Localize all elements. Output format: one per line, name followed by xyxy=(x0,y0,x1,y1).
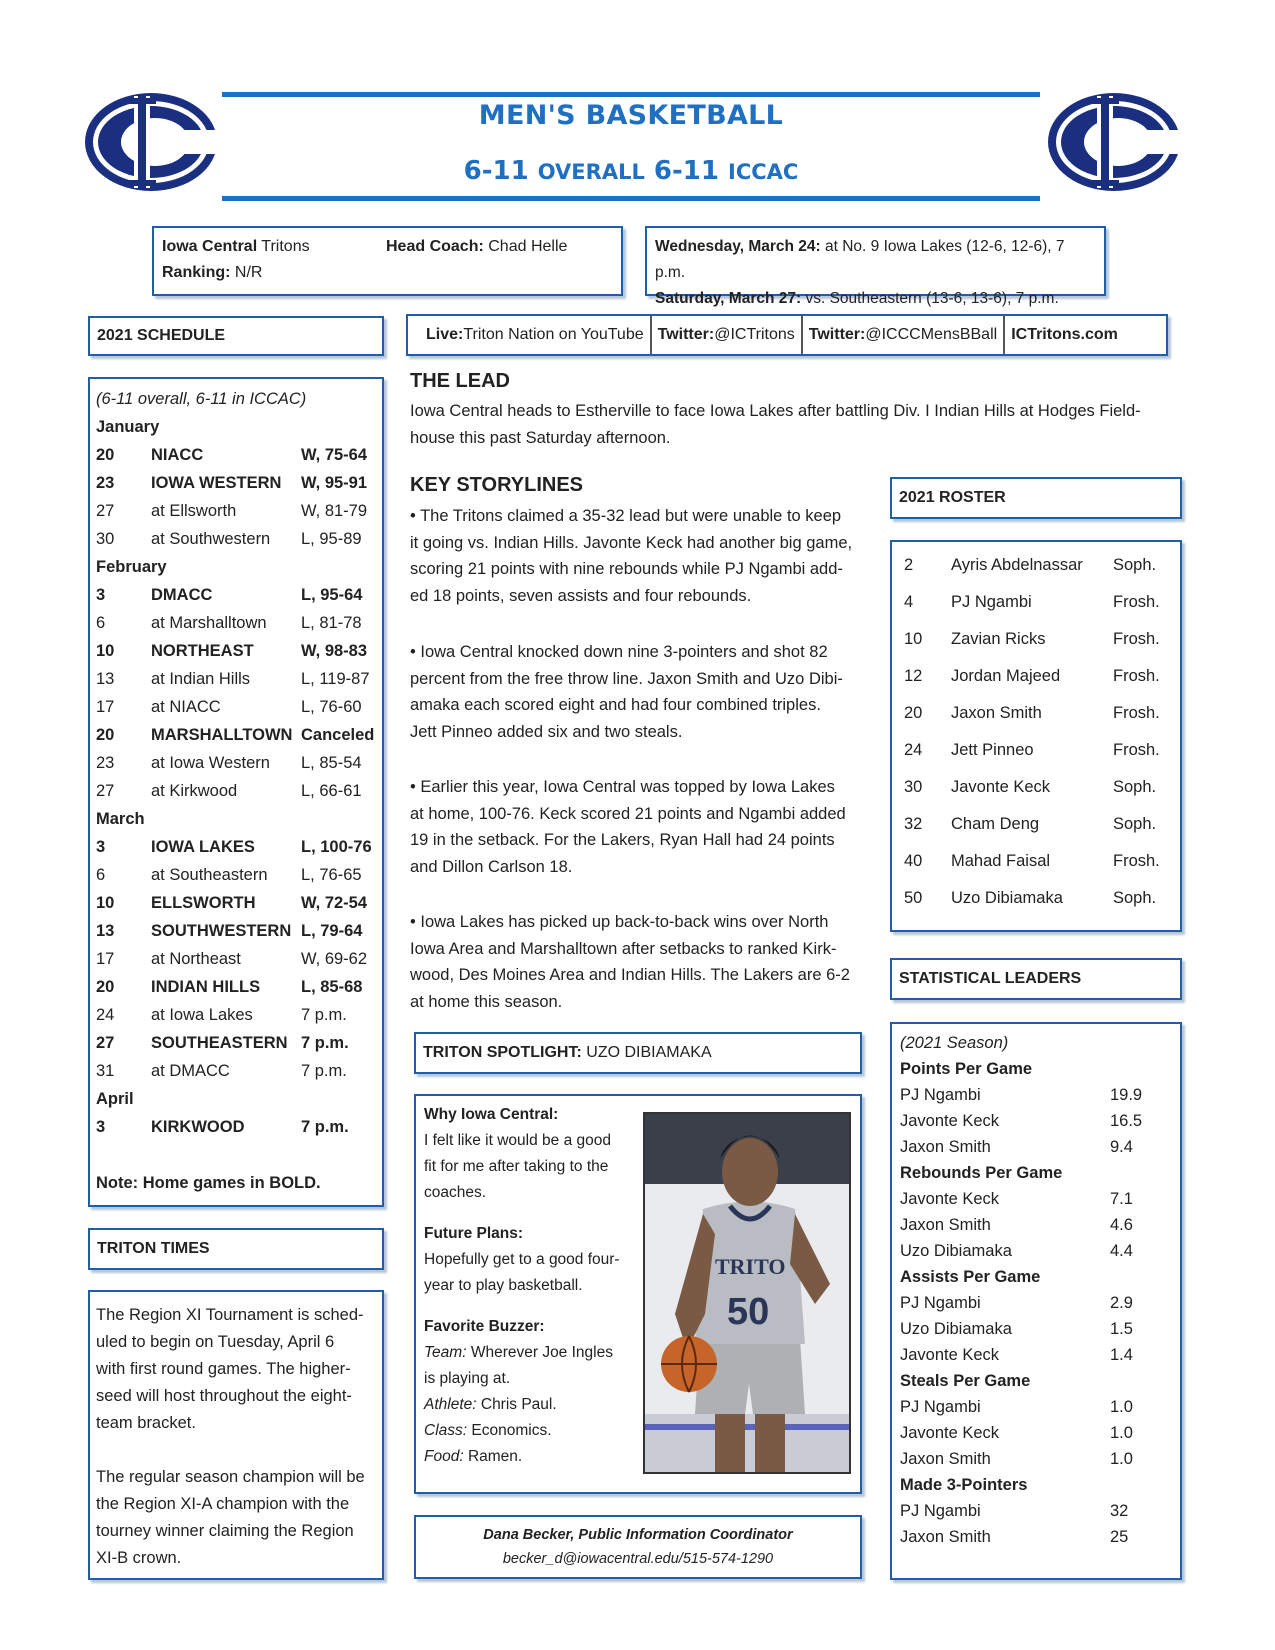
triton-times-line: seed will host throughout the eight- xyxy=(96,1387,352,1405)
stat-row xyxy=(900,1498,1172,1524)
roster-row xyxy=(896,657,1176,694)
game-date: 31 xyxy=(96,1062,115,1080)
player-number: 4 xyxy=(904,592,914,611)
team-info-box: Iowa Central Tritons Head Coach: Chad Helle Ranking: N/R xyxy=(152,226,623,296)
game-opponent: DMACC xyxy=(151,586,213,604)
fav-team: Team: Wherever Joe Ingles xyxy=(424,1344,613,1361)
schedule-row xyxy=(96,637,376,665)
spotlight-why-line: fit for me after taking to the xyxy=(424,1158,609,1175)
game-result: W, 81-79 xyxy=(301,502,368,520)
game-opponent: at Indian Hills xyxy=(151,670,251,688)
spotlight-favorites-heading: Favorite Buzzer: xyxy=(424,1318,545,1335)
storyline-line: • Earlier this year, Iowa Central was topped by Iowa Lakes xyxy=(410,778,835,796)
stats-season: (2021 Season) xyxy=(900,1034,1009,1052)
schedule-row xyxy=(96,861,376,889)
storyline-line: amaka each scored eight and had four combined triples. xyxy=(410,696,821,714)
game-result: Canceled xyxy=(301,726,375,744)
storyline-line: Iowa Area and Marshalltown after setbacks to ranked Kirk- xyxy=(410,939,837,958)
triton-times-header: TRITON TIMES xyxy=(88,1228,384,1270)
game-opponent: KIRKWOOD xyxy=(151,1118,245,1136)
player-name: Javonte Keck xyxy=(951,777,1051,796)
spotlight-why-heading: Why Iowa Central: xyxy=(424,1106,559,1123)
schedule-row xyxy=(96,441,376,469)
header-bottom-rule xyxy=(222,196,1040,201)
stat-player: Javonte Keck xyxy=(900,1112,1000,1130)
game-date: 6 xyxy=(96,866,106,884)
player-photo xyxy=(643,1112,851,1474)
contact-box xyxy=(414,1515,862,1579)
triton-times-line: uled to begin on Tuesday, April 6 xyxy=(96,1333,335,1351)
season-record: 6-11 OVERALL 6-11 ICCAC xyxy=(463,156,799,186)
triton-times-line: the Region XI-A champion with the xyxy=(96,1495,350,1513)
stats-box xyxy=(890,1022,1182,1580)
stat-value: 32 xyxy=(1110,1502,1129,1520)
schedule-row xyxy=(96,665,376,693)
player-name: Jaxon Smith xyxy=(951,703,1042,722)
schedule-row xyxy=(96,917,376,945)
game-date: 20 xyxy=(96,978,115,996)
stat-category-heading: Points Per Game xyxy=(900,1060,1033,1078)
roster-header: 2021 ROSTER xyxy=(890,477,1182,519)
player-class: Frosh. xyxy=(1113,592,1160,611)
game-date: 17 xyxy=(96,698,115,716)
stat-value: 1.4 xyxy=(1110,1346,1133,1364)
roster-row xyxy=(896,842,1176,879)
game-date: 6 xyxy=(96,614,106,632)
game-opponent: at Kirkwood xyxy=(151,782,238,800)
upcoming-games-box xyxy=(645,226,1106,307)
stat-player: PJ Ngambi xyxy=(900,1294,981,1312)
spotlight-plans-line: Hopefully get to a good four- xyxy=(424,1251,620,1268)
game-date: 20 xyxy=(96,446,115,464)
triton-times-line: The regular season champion will be xyxy=(96,1468,365,1486)
stat-value: 1.0 xyxy=(1110,1424,1133,1442)
game-result: L, 100-76 xyxy=(301,838,372,856)
month-label: January xyxy=(96,418,160,436)
schedule-header: 2021 SCHEDULE xyxy=(88,316,384,356)
stat-category-heading: Assists Per Game xyxy=(900,1268,1041,1286)
spotlight-why-line: I felt like it would be a good xyxy=(424,1132,611,1149)
game-opponent: MARSHALLTOWN xyxy=(151,726,293,744)
player-class: Frosh. xyxy=(1113,629,1160,648)
upcoming-game: Saturday, March 27: vs. Southeastern (13-6, 13-6), 7 p.m. xyxy=(655,290,1059,307)
player-number: 24 xyxy=(904,740,923,759)
game-opponent: at Iowa Lakes xyxy=(151,1006,253,1024)
player-name: Uzo Dibiamaka xyxy=(951,888,1063,907)
schedule-row xyxy=(96,693,376,721)
game-date: 17 xyxy=(96,950,115,968)
game-date: 24 xyxy=(96,1006,115,1024)
month-label: March xyxy=(96,810,145,828)
contact-name: Dana Becker, Public Information Coordinator xyxy=(483,1527,793,1543)
stat-value: 7.1 xyxy=(1110,1190,1133,1208)
game-date: 27 xyxy=(96,782,115,800)
stat-row xyxy=(900,1420,1172,1446)
storyline-line: • The Tritons claimed a 35-32 lead but were unable to keep xyxy=(410,507,842,525)
game-opponent: ELLSWORTH xyxy=(151,894,256,912)
stat-row xyxy=(900,1316,1172,1342)
month-label: February xyxy=(96,558,167,576)
website-link[interactable]: ICTritons.com xyxy=(1011,326,1118,343)
player-number: 12 xyxy=(904,666,923,685)
player-number: 2 xyxy=(904,555,914,574)
schedule-note: Note: Home games in BOLD. xyxy=(96,1174,321,1192)
triton-times-line: with first round games. The higher- xyxy=(96,1360,351,1378)
schedule-row xyxy=(96,777,376,805)
player-class: Frosh. xyxy=(1113,851,1160,870)
triton-times-line: team bracket. xyxy=(96,1414,196,1432)
stat-row xyxy=(900,1108,1172,1134)
upcoming-game: Wednesday, March 24: at No. 9 Iowa Lakes (12-6, 12-6), 7 p.m. xyxy=(655,238,1065,281)
lead-text: Iowa Central heads to Estherville to face Iowa Lakes after battling Div. I Indian Hills at Hodges Field- house this past Saturday afternoon. xyxy=(410,402,1141,447)
storyline-line: • Iowa Central knocked down nine 3-pointers and shot 82 xyxy=(410,643,828,661)
storyline-paragraph xyxy=(410,909,870,1015)
stat-value: 4.6 xyxy=(1110,1216,1133,1234)
stat-row xyxy=(900,1524,1172,1550)
stat-player: Uzo Dibiamaka xyxy=(900,1242,1012,1260)
spotlight-plans-line: year to play basketball. xyxy=(424,1277,583,1294)
stat-player: Javonte Keck xyxy=(900,1190,1000,1208)
storyline-line: at home, 100-76. Keck scored 21 points and Ngambi added xyxy=(410,804,846,823)
contact-info[interactable]: becker_d@iowacentral.edu/515-574-1290 xyxy=(502,1551,774,1567)
game-result: L, 66-61 xyxy=(301,782,362,800)
player-name: Ayris Abdelnassar xyxy=(951,555,1083,574)
schedule-record-note: (6-11 overall, 6-11 in ICCAC) xyxy=(96,390,307,408)
game-date: 3 xyxy=(96,1118,106,1136)
live-link[interactable]: Live: Triton Nation on YouTube xyxy=(420,316,652,354)
storyline-line: at home this season. xyxy=(410,992,563,1011)
fav-athlete: Athlete: Chris Paul. xyxy=(424,1396,557,1413)
header-top-rule xyxy=(222,92,1040,97)
twitter-link-tritons[interactable]: Twitter: @ICTritons xyxy=(652,316,803,354)
schedule-row xyxy=(96,945,376,973)
stat-player: PJ Ngambi xyxy=(900,1398,981,1416)
game-date: 23 xyxy=(96,754,115,772)
game-result: W, 98-83 xyxy=(301,642,368,660)
storyline-paragraph xyxy=(410,503,870,609)
game-result: L, 76-60 xyxy=(301,698,362,716)
stat-value: 1.0 xyxy=(1110,1398,1133,1416)
twitter-link-mens-bball[interactable]: Twitter: @ICCCMensBBall xyxy=(803,316,1005,354)
storyline-line: percent from the free throw line. Jaxon Smith and Uzo Dibi- xyxy=(410,669,843,688)
stat-value: 1.5 xyxy=(1110,1320,1133,1338)
game-date: 13 xyxy=(96,670,115,688)
schedule-row xyxy=(96,525,376,553)
stat-value: 19.9 xyxy=(1110,1086,1143,1104)
stat-player: Javonte Keck xyxy=(900,1346,1000,1364)
roster-row xyxy=(896,546,1176,583)
fav-class: Class: Economics. xyxy=(424,1422,552,1439)
game-result: L, 79-64 xyxy=(301,922,363,940)
schedule-row xyxy=(96,749,376,777)
player-class: Frosh. xyxy=(1113,666,1160,685)
jersey-number: 50 xyxy=(727,1291,770,1333)
game-result: W, 69-62 xyxy=(301,950,368,968)
schedule-row xyxy=(96,721,376,749)
game-opponent: at Southeastern xyxy=(151,866,268,884)
schedule-row xyxy=(96,1029,376,1057)
game-opponent: at Iowa Western xyxy=(151,754,270,772)
triton-times-box xyxy=(88,1290,384,1580)
fav-team-cont: is playing at. xyxy=(424,1370,511,1387)
storyline-line: 19 in the setback. For the Lakers, Ryan Hall had 24 points xyxy=(410,831,835,849)
stat-row xyxy=(900,1186,1172,1212)
stat-row xyxy=(900,1446,1172,1472)
month-label: April xyxy=(96,1090,134,1108)
roster-row xyxy=(896,731,1176,768)
roster-row xyxy=(896,694,1176,731)
game-date: 10 xyxy=(96,642,115,660)
schedule-row xyxy=(96,497,376,525)
game-opponent: SOUTHEASTERN xyxy=(151,1034,288,1052)
game-opponent: NIACC xyxy=(151,446,204,464)
player-class: Soph. xyxy=(1113,777,1157,796)
jersey-lettering: TRITO xyxy=(715,1254,786,1279)
game-opponent: at NIACC xyxy=(151,698,221,716)
stat-player: Jaxon Smith xyxy=(900,1138,991,1156)
game-date: 13 xyxy=(96,922,115,940)
stat-row xyxy=(900,1212,1172,1238)
stats-header: STATISTICAL LEADERS xyxy=(890,958,1182,1000)
schedule-box xyxy=(88,377,384,1207)
player-number: 50 xyxy=(904,888,923,907)
player-class: Soph. xyxy=(1113,814,1157,833)
game-opponent: at Northeast xyxy=(151,950,241,968)
game-opponent: IOWA WESTERN xyxy=(151,474,282,492)
game-result: L, 95-64 xyxy=(301,586,363,604)
game-opponent: at DMACC xyxy=(151,1062,230,1080)
game-date: 27 xyxy=(96,1034,115,1052)
player-number: 10 xyxy=(904,629,923,648)
game-opponent: at Marshalltown xyxy=(151,614,267,632)
storyline-line: ed 18 points, seven assists and four rebounds. xyxy=(410,586,752,605)
player-name: Zavian Ricks xyxy=(951,629,1046,648)
triton-times-line: The Region XI Tournament is sched- xyxy=(96,1306,364,1324)
game-date: 23 xyxy=(96,474,115,492)
schedule-row xyxy=(96,1113,376,1141)
storyline-paragraph xyxy=(410,639,870,745)
schedule-row xyxy=(96,889,376,917)
game-result: W, 72-54 xyxy=(301,894,368,912)
player-name: Cham Deng xyxy=(951,814,1040,833)
game-result: L, 95-89 xyxy=(301,530,362,548)
storylines-heading: KEY STORYLINES xyxy=(410,474,584,496)
storyline-line: wood, Des Moines Area and Indian Hills. The Lakers are 6-2 xyxy=(410,966,850,984)
game-date: 30 xyxy=(96,530,115,548)
lead-heading: THE LEAD xyxy=(410,370,510,392)
storyline-line: • Iowa Lakes has picked up back-to-back wins over North xyxy=(410,913,829,931)
game-date: 10 xyxy=(96,894,115,912)
game-date: 20 xyxy=(96,726,115,744)
stat-player: Jaxon Smith xyxy=(900,1450,991,1468)
stat-row xyxy=(900,1290,1172,1316)
schedule-row xyxy=(96,973,376,1001)
stat-value: 25 xyxy=(1110,1528,1129,1546)
game-date: 3 xyxy=(96,838,106,856)
stat-value: 2.9 xyxy=(1110,1294,1133,1312)
schedule-row xyxy=(96,1057,376,1085)
game-date: 3 xyxy=(96,586,106,604)
storyline-line: scoring 21 points with nine rebounds while PJ Ngambi add- xyxy=(410,560,843,578)
player-number: 20 xyxy=(904,703,923,722)
storyline-line: it going vs. Indian Hills. Javonte Keck had another big game, xyxy=(410,533,853,552)
player-name: Jett Pinneo xyxy=(951,740,1034,759)
stat-row xyxy=(900,1082,1172,1108)
player-name: Jordan Majeed xyxy=(951,666,1061,685)
roster-row xyxy=(896,805,1176,842)
game-opponent: IOWA LAKES xyxy=(151,838,255,856)
stat-player: Jaxon Smith xyxy=(900,1528,991,1546)
game-result: L, 85-68 xyxy=(301,978,363,996)
stat-value: 1.0 xyxy=(1110,1450,1133,1468)
storyline-line: Jett Pinneo added six and two steals. xyxy=(410,722,683,741)
game-opponent: INDIAN HILLS xyxy=(151,978,261,996)
media-links-bar xyxy=(406,314,1168,356)
game-result: W, 75-64 xyxy=(301,446,368,464)
game-opponent: NORTHEAST xyxy=(151,642,254,660)
stat-row xyxy=(900,1134,1172,1160)
stat-row xyxy=(900,1238,1172,1264)
player-class: Frosh. xyxy=(1113,703,1160,722)
player-name: Mahad Faisal xyxy=(951,851,1051,870)
roster-row xyxy=(896,879,1176,916)
spotlight-why-line: coaches. xyxy=(424,1184,487,1201)
player-number: 40 xyxy=(904,851,923,870)
game-result: 7 p.m. xyxy=(301,1006,347,1024)
iowa-central-logo-left xyxy=(82,90,220,194)
stat-player: Jaxon Smith xyxy=(900,1216,991,1234)
player-class: Frosh. xyxy=(1113,740,1160,759)
stat-value: 9.4 xyxy=(1110,1138,1133,1156)
triton-times-line: XI-B crown. xyxy=(96,1549,182,1567)
stat-player: Javonte Keck xyxy=(900,1424,1000,1442)
schedule-row xyxy=(96,469,376,497)
player-number: 32 xyxy=(904,814,923,833)
game-opponent: at Ellsworth xyxy=(151,502,237,520)
page-title: MEN'S BASKETBALL xyxy=(478,100,784,131)
stat-player: PJ Ngambi xyxy=(900,1086,981,1104)
game-result: L, 81-78 xyxy=(301,614,362,632)
stat-player: Uzo Dibiamaka xyxy=(900,1320,1012,1338)
spotlight-plans-heading: Future Plans: xyxy=(424,1225,524,1242)
game-result: W, 95-91 xyxy=(301,474,368,492)
stat-row xyxy=(900,1342,1172,1368)
storyline-line: and Dillon Carlson 18. xyxy=(410,857,573,876)
stat-value: 4.4 xyxy=(1110,1242,1133,1260)
stat-value: 16.5 xyxy=(1110,1112,1143,1130)
roster-row xyxy=(896,768,1176,805)
stat-category-heading: Made 3-Pointers xyxy=(900,1476,1028,1494)
player-number: 30 xyxy=(904,777,923,796)
storyline-paragraph xyxy=(410,774,870,880)
game-result: L, 85-54 xyxy=(301,754,362,772)
schedule-row xyxy=(96,833,376,861)
stat-row xyxy=(900,1394,1172,1420)
game-result: L, 119-87 xyxy=(301,670,370,688)
game-date: 27 xyxy=(96,502,115,520)
schedule-row xyxy=(96,581,376,609)
game-result: 7 p.m. xyxy=(301,1062,347,1080)
player-class: Soph. xyxy=(1113,888,1157,907)
player-name: PJ Ngambi xyxy=(951,592,1032,611)
game-opponent: at Southwestern xyxy=(151,530,271,548)
roster-row xyxy=(896,620,1176,657)
schedule-row xyxy=(96,1001,376,1029)
player-class: Soph. xyxy=(1113,555,1157,574)
schedule-row xyxy=(96,609,376,637)
stat-category-heading: Steals Per Game xyxy=(900,1372,1031,1390)
game-result: L, 76-65 xyxy=(301,866,362,884)
game-result: 7 p.m. xyxy=(301,1034,349,1052)
stat-category-heading: Rebounds Per Game xyxy=(900,1164,1063,1182)
roster-box xyxy=(890,540,1182,932)
stat-player: PJ Ngambi xyxy=(900,1502,981,1520)
triton-times-line: tourney winner claiming the Region xyxy=(96,1522,354,1540)
iowa-central-logo-right xyxy=(1045,90,1183,194)
game-result: 7 p.m. xyxy=(301,1118,349,1136)
spotlight-header: TRITON SPOTLIGHT: UZO DIBIAMAKA xyxy=(414,1032,862,1074)
roster-row xyxy=(896,583,1176,620)
game-opponent: SOUTHWESTERN xyxy=(151,922,292,940)
fav-food: Food: Ramen. xyxy=(424,1448,523,1465)
